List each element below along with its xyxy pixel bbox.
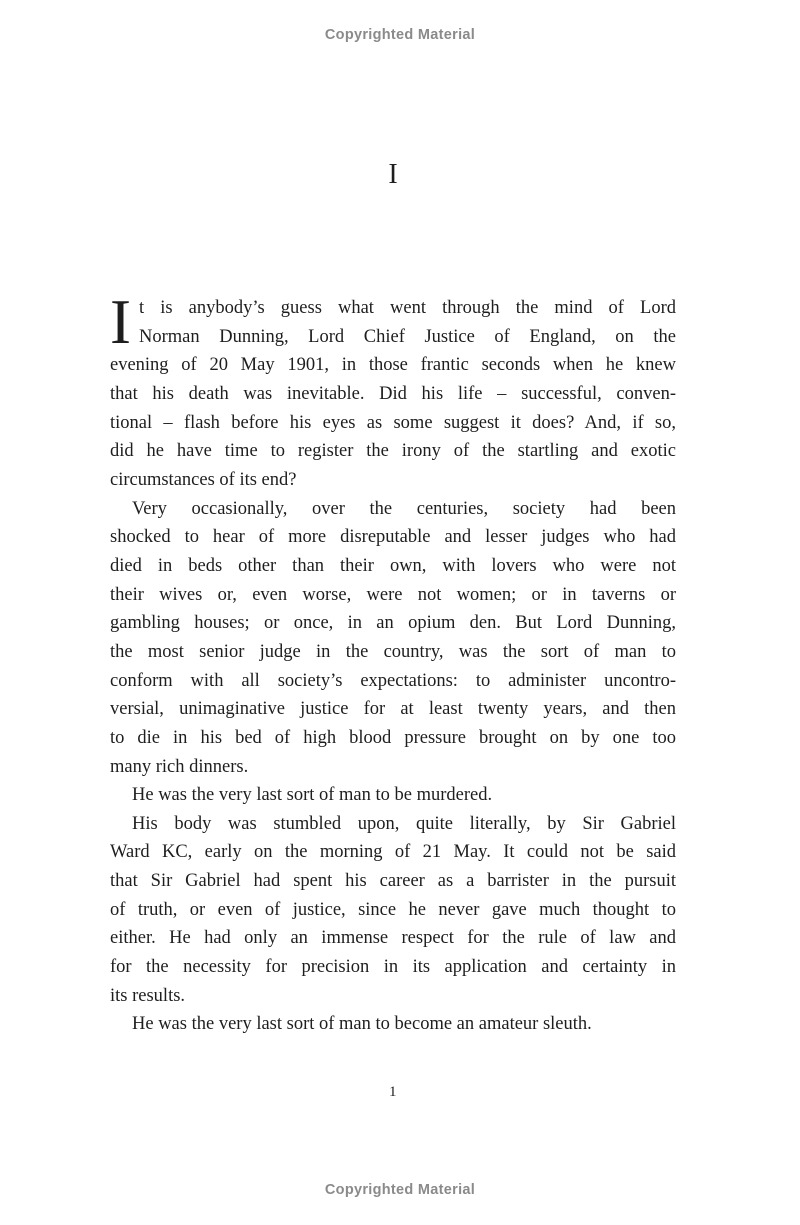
text-line: its results. [110, 985, 186, 1006]
text-line: conform with all society’s expectations: to administer uncontro- [110, 670, 676, 691]
paragraph [110, 287, 676, 495]
text-line: of truth, or even of justice, since he never gave much thought to [110, 899, 676, 920]
page-number: 1 [389, 1084, 397, 1100]
text-line: that Sir Gabriel had spent his career as a barrister in the pursuit [110, 871, 676, 892]
text-line: circumstances of its end? [110, 469, 297, 490]
text-line: the most senior judge in the country, was the sort of man to [110, 641, 676, 662]
text-line: gambling houses; or once, in an opium den. But Lord Dunning, [110, 613, 676, 634]
paragraph [110, 1010, 676, 1039]
body-text [110, 287, 676, 1039]
paragraph [110, 781, 676, 810]
drop-cap: I [110, 287, 131, 357]
text-line: He was the very last sort of man to be murdered. [132, 785, 493, 806]
text-line: Very occasionally, over the centuries, society had been [132, 498, 676, 519]
text-line: evening of 20 May 1901, in those frantic seconds when he knew [110, 355, 676, 376]
text-line: that his death was inevitable. Did his life – successful, conven- [110, 383, 676, 404]
copyright-notice-top: Copyrighted Material [324, 27, 476, 43]
text-line: died in beds other than their own, with lovers who were not [110, 555, 676, 576]
text-line: t is anybody’s guess what went through the mind of Lord [138, 298, 676, 318]
text-line: He was the very last sort of man to become an amateur sleuth. [132, 1014, 592, 1035]
text-line: many rich dinners. [110, 756, 249, 777]
text-line: for the necessity for precision in its application and certainty in [110, 957, 676, 978]
text-line: their wives or, even worse, were not women; or in taverns or [110, 584, 676, 605]
text-line: did he have time to register the irony of the startling and exotic [110, 441, 676, 462]
text-line: versial, unimaginative justice for at least twenty years, and then [110, 699, 676, 720]
paragraph [110, 810, 676, 1011]
text-line: Norman Dunning, Lord Chief Justice of England, on the [138, 326, 676, 347]
text-line: either. He had only an immense respect for the rule of law and [110, 928, 676, 949]
text-line: tional – flash before his eyes as some suggest it does? And, if so, [110, 412, 676, 433]
paragraph [110, 495, 676, 782]
text-line: His body was stumbled upon, quite literally, by Sir Gabriel [132, 813, 676, 834]
copyright-notice-bottom: Copyrighted Material [324, 1182, 476, 1198]
text-line: to die in his bed of high blood pressure brought on by one too [110, 727, 676, 748]
text-line: Ward KC, early on the morning of 21 May. It could not be said [110, 842, 676, 863]
text-line: shocked to hear of more disreputable and lesser judges who had [110, 527, 676, 548]
chapter-number: I [388, 159, 398, 190]
